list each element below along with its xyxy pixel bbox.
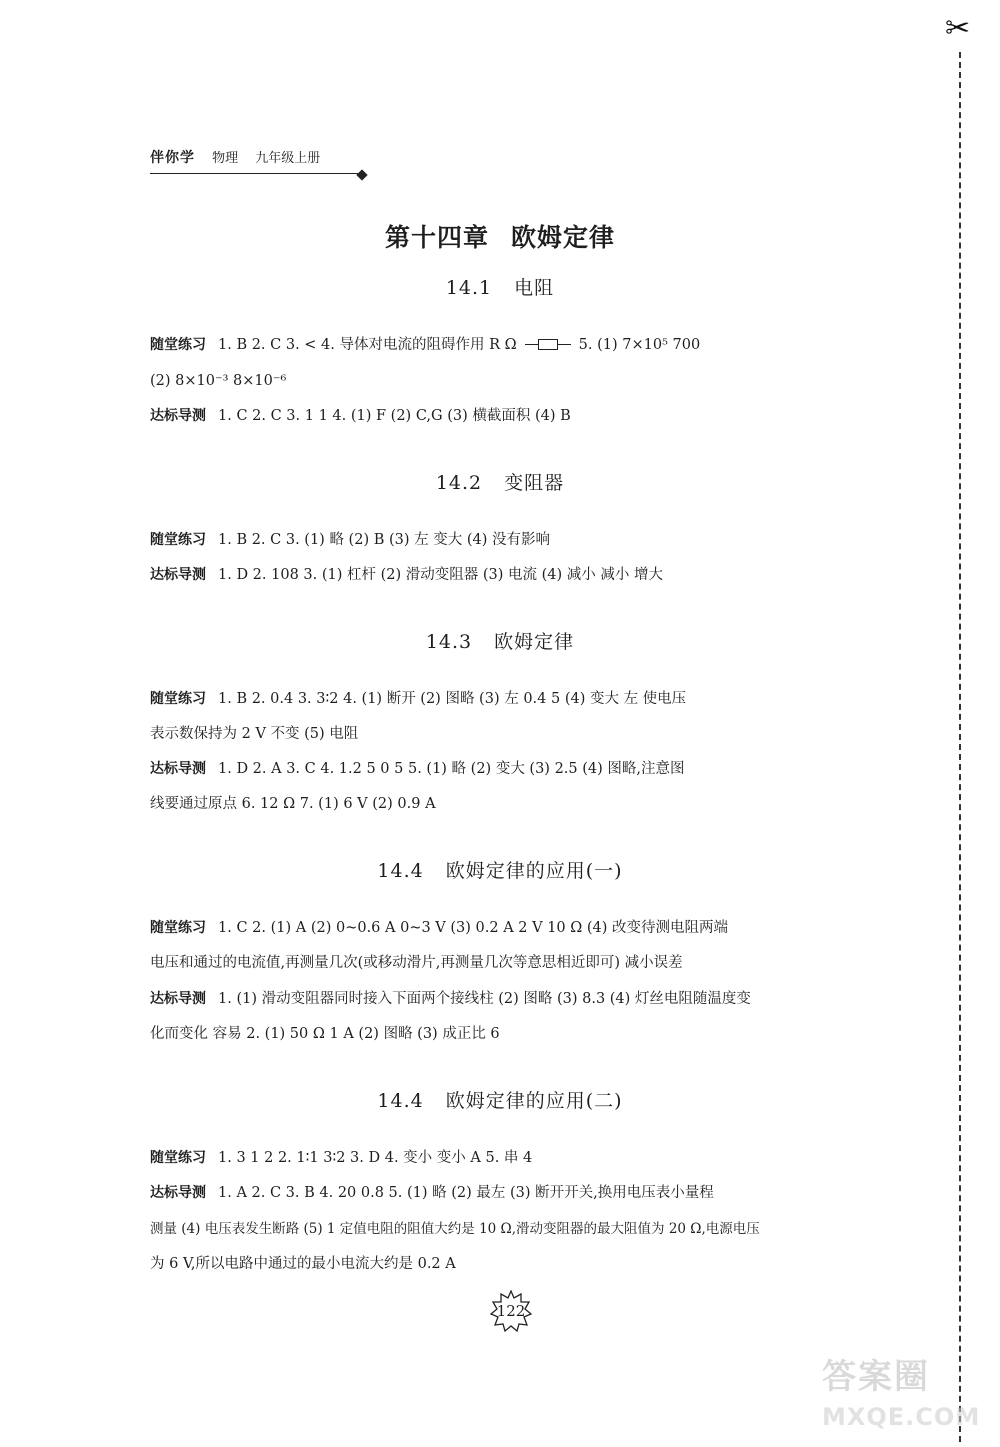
section-number: 14.3 (425, 631, 473, 653)
answer-line (150, 1183, 890, 1203)
subject-label: 物理 (212, 151, 239, 166)
chapter-name: 欧姆定律 (511, 223, 616, 252)
answer-line (150, 371, 890, 391)
test-label: 达标导测 (150, 567, 206, 583)
chapter-title (0, 218, 1000, 254)
answer-line (150, 1024, 890, 1044)
answer-text: 1. 3 1 2 2. 1∶1 3∶2 3. D 4. 变小 变小 A 5. 串 4 (218, 1150, 533, 1166)
page-number: 122 (496, 1302, 526, 1320)
answer-line (150, 918, 890, 938)
section-number: 14.4 (377, 860, 424, 882)
answer-line (150, 565, 890, 585)
answer-line (150, 1148, 890, 1168)
answer-text: 为 6 V,所以电路中通过的最小电流大约是 0.2 A (150, 1256, 456, 1272)
scissors-icon: ✂ (945, 11, 971, 46)
answer-line (150, 689, 890, 709)
answer-line (150, 794, 890, 814)
answer-line (150, 1254, 890, 1274)
section-title (0, 273, 1000, 300)
section-title (0, 1086, 1000, 1113)
answer-text: 1. C 2. (1) A (2) 0~0.6 A 0~3 V (3) 0.2 A 2 V 10 Ω (4) 改变待测电阻两端 (218, 920, 729, 936)
section-number: 14.1 (445, 277, 493, 299)
answer-line (150, 953, 890, 973)
answer-text: 化而变化 容易 2. (1) 50 Ω 1 A (2) 图略 (3) 成正比 6 (150, 1026, 500, 1042)
section-number: 14.2 (435, 472, 483, 494)
answer-text: 1. B 2. C 3. (1) 略 (2) B (3) 左 变大 (4) 没有影响 (218, 532, 550, 548)
chapter-number: 第十四章 (384, 223, 489, 252)
section-number: 14.4 (377, 1090, 424, 1112)
answer-line (150, 759, 890, 779)
test-label: 达标导测 (150, 991, 206, 1007)
test-label: 达标导测 (150, 1185, 206, 1201)
book-header (150, 147, 360, 174)
answer-text: 表示数保持为 2 V 不变 (5) 电阻 (150, 726, 359, 742)
answer-line (150, 335, 890, 355)
section-name: 欧姆定律 (494, 631, 575, 653)
answer-line (150, 1219, 890, 1239)
answer-text: 1. D 2. 108 3. (1) 杠杆 (2) 滑动变阻器 (3) 电流 (4) 减小 减小 增大 (218, 567, 663, 583)
practice-label: 随堂练习 (150, 337, 206, 353)
section-title (0, 627, 1000, 654)
answer-text: 1. (1) 滑动变阻器同时接入下面两个接线柱 (2) 图略 (3) 8.3 (4) 灯丝电阻随温度变 (218, 991, 751, 1007)
answer-line (150, 406, 890, 426)
answer-text: 1. B 2. 0.4 3. 3∶2 4. (1) 断开 (2) 图略 (3) 左 0.4 5 (4) 变大 左 使电压 (218, 691, 687, 707)
answer-text: 线要通过原点 6. 12 Ω 7. (1) 6 V (2) 0.9 A (150, 796, 436, 812)
section-title (0, 468, 1000, 495)
practice-label: 随堂练习 (150, 1150, 206, 1166)
answer-line (150, 724, 890, 744)
answer-text: (2) 8×10⁻³ 8×10⁻⁶ (150, 373, 287, 389)
answer-text: 1. C 2. C 3. 1 1 4. (1) F (2) C,G (3) 横截面积 (4) B (218, 408, 571, 424)
practice-label: 随堂练习 (150, 920, 206, 936)
section-name: 欧姆定律的应用(一) (445, 860, 623, 882)
practice-label: 随堂练习 (150, 532, 206, 548)
grade-label: 九年级上册 (255, 151, 321, 166)
resistor-symbol-icon (525, 339, 571, 351)
brand-name: 伴你学 (150, 150, 195, 166)
answer-text: 测量 (4) 电压表发生断路 (5) 1 定值电阻的阻值大约是 10 Ω,滑动变阻器的最大阻值为 20 Ω,电源电压 (150, 1221, 760, 1237)
section-title (0, 856, 1000, 883)
watermark-sub: MXQE.COM (822, 1403, 981, 1431)
practice-label: 随堂练习 (150, 691, 206, 707)
answer-text: 1. D 2. A 3. C 4. 1.2 5 0 5 5. (1) 略 (2) 变大 (3) 2.5 (4) 图略,注意图 (218, 761, 685, 777)
section-name: 欧姆定律的应用(二) (445, 1090, 623, 1112)
test-label: 达标导测 (150, 408, 206, 424)
test-label: 达标导测 (150, 761, 206, 777)
answer-text: 1. A 2. C 3. B 4. 20 0.8 5. (1) 略 (2) 最左 (3) 断开开关,换用电压表小量程 (218, 1185, 714, 1201)
answer-line (150, 530, 890, 550)
watermark-main: 答案圈 (822, 1357, 930, 1397)
answer-line (150, 989, 890, 1009)
section-name: 变阻器 (504, 472, 565, 494)
page-number-badge (490, 1290, 532, 1332)
answer-text: 1. B 2. C 3. < 4. 导体对电流的阻碍作用 R Ω (218, 337, 517, 353)
answer-text: 电压和通过的电流值,再测量几次(或移动滑片,再测量几次等意思相近即可) 减小误差 (150, 955, 683, 971)
site-watermark (822, 1352, 981, 1442)
diamond-icon (356, 169, 367, 180)
section-name: 电阻 (514, 277, 555, 299)
answer-text: 5. (1) 7×10⁵ 700 (578, 337, 701, 353)
cut-line (959, 52, 961, 1442)
